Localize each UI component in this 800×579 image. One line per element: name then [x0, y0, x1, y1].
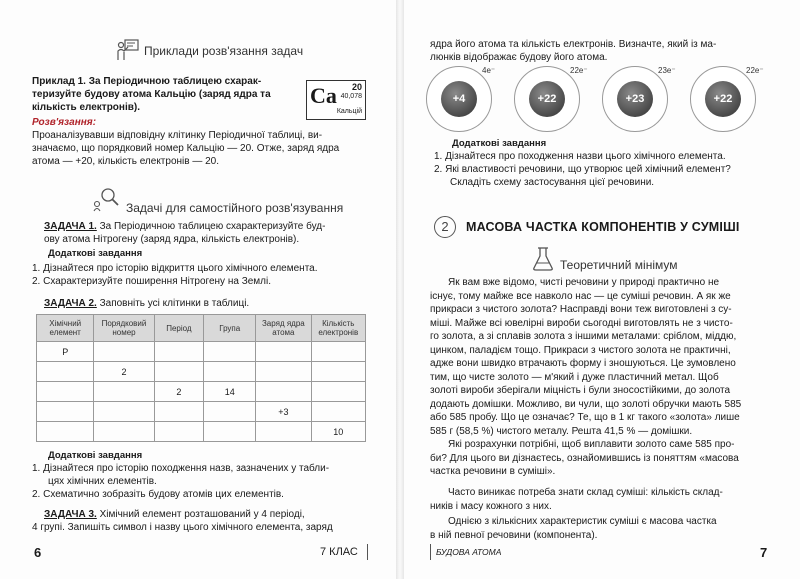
solution-label: Розв'язання: — [32, 117, 97, 128]
theory-paragraph-line: або 585 пробу. Що це означає? Те, що в 1 кг такого «золота» лише — [430, 412, 740, 423]
table-header-row — [37, 315, 366, 342]
table-cell[interactable]: +3 — [256, 402, 311, 422]
section-title-tasks: Задачі для самостійного розв'язування — [126, 201, 344, 215]
task2-extra-list — [32, 462, 377, 501]
table-cell[interactable] — [37, 422, 94, 442]
theory-paragraph-line: адже вони швидко втрачають форму і зношуються. Це зумовлено — [430, 358, 736, 369]
atom-diagram-1 — [426, 66, 492, 132]
theory-paragraph-line: тим, що чисте золото — м'який і дуже пластичний метал. Щоб — [430, 371, 719, 383]
table-cell[interactable] — [311, 362, 365, 382]
example-label: Приклад 1. — [32, 76, 86, 87]
theory-paragraph-line: існує, тому майже все навколо нас — це суміші речовин. А як же — [430, 290, 731, 302]
table-cell[interactable] — [311, 382, 365, 402]
solution-line3: атома — +20, кількість електронів — 20. — [32, 156, 220, 167]
element-card-calcium — [306, 80, 366, 120]
table-cell[interactable] — [94, 382, 154, 402]
paragraph-composition — [430, 486, 772, 542]
theory-paragraph-line: Які розрахунки потрібні, щоб виплавити золото саме 585 про- — [448, 439, 735, 450]
task3-continuation — [430, 38, 770, 64]
right-extra-item2a: 2. Які властивості речовини, що утворює цей хімічний елемент? — [434, 164, 731, 175]
table-cell[interactable] — [204, 362, 256, 382]
task1-label: ЗАДАЧА 1. — [44, 221, 97, 232]
theory-paragraph-line: Як вам вже відомо, чисті речовини у природі практично не — [448, 277, 720, 288]
teacher-board-icon — [116, 38, 140, 62]
example-line2: теризуйте будову атома Кальцію (заряд ядра та — [32, 89, 271, 100]
table-cell[interactable] — [37, 362, 94, 382]
table-cell[interactable] — [37, 382, 94, 402]
para3-line2: в ній певної речовини (компонента). — [430, 529, 598, 541]
element-name: Кальцій — [336, 108, 362, 115]
table-cell[interactable] — [154, 402, 204, 422]
task2-extra-item2: 2. Схематично зобразіть будову атомів цих елементів. — [32, 489, 284, 500]
theory-paragraph-line: міші. Майже всі ювелірні вироби сьогодні виготовлять не з чисто- — [430, 317, 733, 329]
flask-icon — [532, 246, 554, 272]
table-cell[interactable] — [256, 422, 311, 442]
page-number-right: 7 — [760, 545, 768, 560]
task2-label: ЗАДАЧА 2. — [44, 298, 97, 309]
task1-line2: ову атома Нітрогену (заряд ядра, кількість електронів). — [44, 234, 300, 245]
table-cell[interactable] — [154, 342, 204, 362]
theory-paragraph-line: 585 г (58,5 %) чистого металу. Решта 41,5 % — домішки. — [430, 425, 693, 437]
theory-paragraph-line: додають домішки. Можливо, ви чули, що золоті обручки мають 585 — [430, 398, 742, 410]
atom-electrons-label: 22e⁻ — [570, 66, 588, 75]
table-cell[interactable] — [154, 422, 204, 442]
footer-divider — [430, 544, 431, 560]
element-number: 20 — [351, 82, 362, 92]
section-heading: МАСОВА ЧАСТКА КОМПОНЕНТІВ У СУМІШІ — [466, 220, 740, 234]
task3-cont-line1: ядра його атома та кількість електронів. Визначте, який із ма- — [430, 39, 717, 50]
task1-extra-heading: Додаткові завдання — [48, 248, 143, 259]
section-title-examples: Приклади розв'язання задач — [144, 44, 304, 58]
theory-paragraph-line: го золота, а зі сплавів золота з іншими металами: сріблом, міддю, — [430, 331, 737, 342]
task1-block — [44, 220, 374, 246]
right-extra-item2b: Складіть схему застосування цієї речовини. — [450, 177, 655, 188]
solution-line1: Проаналізувавши відповідну клітинку Періодичної таблиці, ви- — [32, 130, 323, 141]
task1-extra-item: 2. Схарактеризуйте поширення Нітрогену на Землі. — [32, 276, 271, 287]
table-cell[interactable]: 2 — [154, 382, 204, 402]
element-mass: 40,078 — [340, 93, 362, 100]
magnifier-search-icon — [92, 186, 120, 212]
book-spine — [396, 0, 404, 579]
table-cell[interactable] — [256, 382, 311, 402]
page-number-left: 6 — [34, 545, 42, 560]
table-cell[interactable] — [204, 342, 256, 362]
atom-nucleus: +4 — [441, 81, 477, 117]
table-header-cell: Група — [204, 315, 256, 342]
section-number-badge: 2 — [434, 216, 456, 238]
table-header-cell: Хімічний елемент — [37, 315, 94, 342]
task2-text: Заповніть усі клітинки в таблиці. — [99, 298, 250, 309]
table-cell[interactable] — [94, 342, 154, 362]
task3-label: ЗАДАЧА 3. — [44, 509, 97, 520]
atom-diagram-3 — [602, 66, 668, 132]
example-text — [32, 75, 302, 114]
theory-paragraph-line: частка речовини в суміші». — [430, 466, 556, 477]
atom-electrons-label: 22e⁻ — [746, 66, 764, 75]
table-cell[interactable] — [311, 402, 365, 422]
right-extra-list — [434, 150, 784, 189]
example-line1: За Періодичною таблицею схарак- — [88, 76, 262, 87]
footer-divider — [367, 544, 368, 560]
task2-extra-heading: Додаткові завдання — [48, 450, 143, 461]
right-page — [404, 0, 800, 579]
table-cell[interactable] — [256, 362, 311, 382]
task3-cont-line2: люнків відображає будову його атома. — [430, 52, 608, 63]
table-cell[interactable] — [204, 422, 256, 442]
theory-paragraph-line: цинком, паладієм тощо. Прикраси з чистого золота не практичні, — [430, 344, 731, 356]
atom-electrons-label: 23e⁻ — [658, 66, 676, 75]
task3-line2: 4 групі. Запишіть символ і назву цього хімічного елемента, заряд — [32, 522, 333, 533]
table-row — [37, 382, 366, 402]
para3-line1: Однією з кількісних характеристик суміші є масова частка — [448, 516, 717, 527]
task2-extra-item1b: цях хімічних елементів. — [48, 476, 157, 487]
theory-paragraph-line: золоті вироби зберігали міцність і були зносостійкими, до золота — [430, 385, 731, 396]
task1-extra-list — [32, 262, 372, 288]
table-cell[interactable]: 14 — [204, 382, 256, 402]
element-symbol: Ca — [310, 83, 337, 108]
table-cell[interactable] — [94, 422, 154, 442]
atom-nucleus: +22 — [705, 81, 741, 117]
table-header-cell: Кількість електронів — [311, 315, 365, 342]
atom-diagram-2 — [514, 66, 580, 132]
task3-block — [32, 508, 374, 534]
atom-electrons-label: 4e⁻ — [482, 66, 496, 75]
theory-paragraph — [430, 276, 772, 479]
table-cell[interactable] — [311, 342, 365, 362]
chapter-label: БУДОВА АТОМА — [436, 547, 502, 557]
solution-line2: значаємо, що порядковий номер Кальцію — 20. Отже, заряд ядра — [32, 143, 340, 154]
right-extra-item1: 1. Дізнайтеся про походження назви цього хімічного елемента. — [434, 151, 726, 162]
table-row — [37, 362, 366, 382]
para2-line1: Часто виникає потреба знати склад суміші: кількість склад- — [448, 487, 723, 498]
theory-paragraph-line: прикраси з чистого золота? Насправді вони теж виготовлені з су- — [430, 304, 732, 315]
left-page — [0, 0, 396, 579]
theory-paragraph-line: би? Для цього ви дізнаєтесь, ознайомившись із поняттям «масова — [430, 452, 739, 464]
para2-line2: ників і масу кожного з них. — [430, 500, 552, 512]
task2-extra-item1a: 1. Дізнайтеся про історію походження назв, зазначених у табли- — [32, 463, 330, 474]
table-cell[interactable]: 10 — [311, 422, 365, 442]
elements-table — [36, 314, 366, 442]
table-cell[interactable] — [94, 402, 154, 422]
task2-heading-line — [44, 297, 374, 310]
task1-line1: За Періодичною таблицею схарактеризуйте буд- — [99, 221, 326, 232]
table-cell[interactable]: P — [37, 342, 94, 362]
example-line3: кількість електронів). — [32, 102, 140, 113]
grade-label: 7 КЛАС — [320, 546, 358, 558]
table-row — [37, 402, 366, 422]
theory-title: Теоретичний мінімум — [560, 258, 678, 272]
table-row — [37, 342, 366, 362]
table-header-cell: Період — [154, 315, 204, 342]
table-header-cell: Порядковий номер — [94, 315, 154, 342]
table-cell[interactable] — [256, 342, 311, 362]
table-cell[interactable] — [37, 402, 94, 422]
table-cell[interactable]: 2 — [94, 362, 154, 382]
task3-line1: Хімічний елемент розташований у 4 періоді, — [99, 509, 305, 520]
solution-block — [32, 116, 372, 168]
table-cell[interactable] — [204, 402, 256, 422]
atom-diagram-4 — [690, 66, 756, 132]
atom-nucleus: +22 — [529, 81, 565, 117]
right-extra-heading: Додаткові завдання — [452, 138, 547, 149]
table-row — [37, 422, 366, 442]
task1-extra-item: 1. Дізнайтеся про історію відкриття цього хімічного елемента. — [32, 263, 318, 274]
atom-nucleus: +23 — [617, 81, 653, 117]
table-cell[interactable] — [154, 362, 204, 382]
table-header-cell: Заряд ядра атома — [256, 315, 311, 342]
